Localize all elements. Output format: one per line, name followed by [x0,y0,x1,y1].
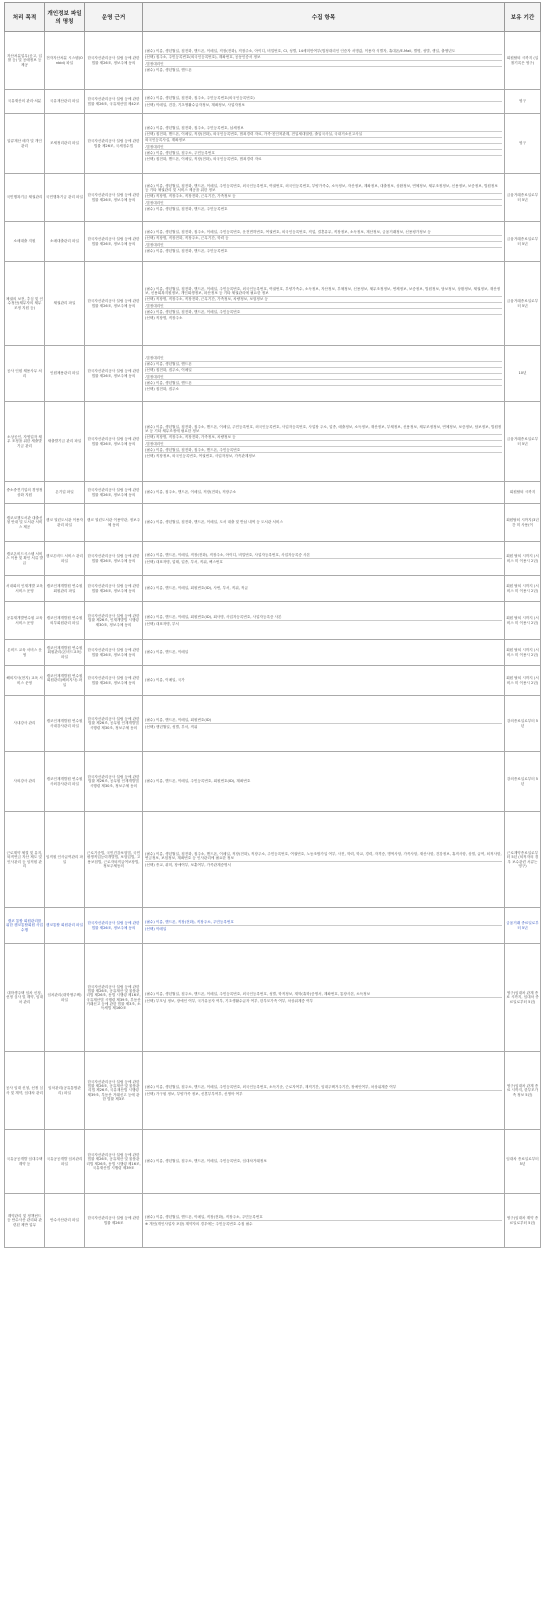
retention-cell: 10년 [505,346,541,402]
purpose-cell: 온비드 교육 서비스 운영 [5,640,45,666]
basis-cell: 캠코 열린도서관 이용약관, 정보주체 동의 [85,504,143,542]
items-line: (필수) 이름, 핸드폰, 이메일, 주민등록번호, 회원번호(ID), 계좌번호 [145,779,251,784]
purpose-cell: 사외강사 관리 [5,752,45,812]
basis-cell: 한국자산관리공사 설립 등에 관한 법률 제26조, 정보주체 동의 [85,576,143,602]
purpose-cell: 캠코코챔도서관 대출신청 안내 및 도서관 서비스 제공 [5,504,45,542]
items-cell [143,222,505,262]
purpose-cell: 근로계약 체결 및 유지, 퇴직연금 자산 제도 및 인사관리 등 임직원 관리 [5,812,45,908]
purpose-cell: 캠코 통합 회원관리를 위한 캠코통합회원 사업 수행 [5,908,45,944]
basis-cell: 한국자산관리공사 설립 등에 관한 법률 제26조, 정보주체 동의 [85,666,143,696]
table-row [5,262,541,346]
items-cell [143,482,505,504]
items-cell [143,602,505,640]
file-name-cell: 국유재산관리 파일 [45,90,85,114]
retention-cell: 회원 탈퇴 시까지 (서비스 미 이용시 2년) [505,576,541,602]
table-row [5,90,541,114]
table-row [5,482,541,504]
items-cell [143,504,505,542]
items-line: (필수) 이름, 생년월일, 집전화, 핸드폰, 주민등록번호 [145,247,502,253]
file-name-cell: 소매대출관리 파일 [45,222,85,262]
items-cell [143,666,505,696]
basis-cell: 한국자산관리공사 설립 등에 관한 법률 제26조, 정보주체 동의 [85,32,143,90]
items-line: (필수) 이름, 핸드폰, 이메일, 회원번호(ID) [145,718,212,723]
basis-cell: 한국자산관리공사 설립 등에 관한 법률 제26조, 공유재산 및 물품관리법 제26조, 동법 시행령 제16조, 국유재산법 시행령 제39조 [85,1130,143,1194]
retention-cell: 영구(임대차 관계 종료 시까지, 임대차 종료일로부터 5년) [505,944,541,1052]
items-line: (선택) 직장명, 직장주소, 직장전화, 근무기간, 가족정보, 차량정보, 보험정보 등 [145,296,502,302]
items-line: (필수) 이름, 생년월일, 집전화, 핸드폰, 이메일, 주민등록번호, 외국인등록번호, 여권번호, 부양가족수, 소득정보, 자산정보, 부채정보, 신용정보, 채무조정정보, 연체정보, 보증정보, 법원정보, 담보정보, 상환정보, 채권정보, 재산정보, 신용회복지원정보, 개인회생정보, 파산정보 등 기타 채권관리에 필요한 정보 [145,286,501,296]
retention-cell: 금융거래종료일로부터 5년 [505,174,541,222]
basis-cell: 한국자산관리공사 설립 등에 관한 법률 제26조, 정보주체 동의 [85,908,143,944]
file-name-cell: 캠코인재개발원 연수원 외부회원관리 파일 [45,602,85,640]
purpose-cell: 국유공공개발 임대주택 계약 등 [5,1130,45,1194]
file-name-cell: 캠코인재개발원 연수원 회원관리 파일 [45,576,85,602]
purpose-cell: 대학생주택 임차 신청, 선정 심사 및 계약, 임대차 관리 [5,944,45,1052]
basis-cell: 한국자산관리공사 설립 등에 관한 법률 제26조, 정보주체 동의 [85,222,143,262]
file-name-cell: 캠코통합 회원관리 파일 [45,908,85,944]
basis-cell: 한국자산관리공사 설립 등에 관한 법률 제26조, 정보주체 동의 [85,542,143,576]
purpose-cell: 캠코온비드시스템 서비스 이용 및 확인 서류 발급 [5,542,45,576]
basis-cell: 한국자산관리공사 설립 등에 관한 법률 제26조, 정보주체 동의 [85,402,143,482]
header-file-name: 개인정보 파일의 명칭 [45,3,85,32]
items-cell [143,90,505,114]
file-name-cell: 조세정리관리 파일 [45,114,85,174]
retention-cell: 회원탈퇴 시까지 [505,482,541,504]
items-cell [143,944,505,1052]
privacy-file-table [4,2,541,1248]
header-retention: 보유 기간 [505,3,541,32]
items-cell [143,576,505,602]
items-line: (선택) 가구원 정보, 부양가족 정보, 신혼부부여부, 신생아 여부 [145,1090,502,1096]
table-row [5,32,541,90]
items-line: (필수) 이름, 생년월일, 집주소, 핸드폰, 이메일, 주민등록번호, 임대차거래정보 [145,1159,267,1164]
items-line: (필수) 이름, 생년월일, 핸드폰, 이메일, 직장(전화), 직장주소, 주민등록번호 [145,1215,263,1220]
table-row [5,222,541,262]
items-cell [143,346,505,402]
table-row [5,114,541,174]
table-row [5,1052,541,1130]
file-name-cell: 캠코온비드 서비스 관리 파일 [45,542,85,576]
items-line: (선택) 집전화, 집주소 [145,385,502,391]
items-line: -법정대리인 [145,143,502,149]
purpose-cell: 국유재산의 관리·처분 [5,90,45,114]
purpose-cell: 공사 인원 채용사무 처리 [5,346,45,402]
items-line: (필수) 이름, 생년월일, 집전화, 핸드폰, 이메일, 주민등록번호 [145,308,502,314]
items-line: (필수) 이름, 핸드폰, 이메일, 회원번호(ID), 회사명, 사업자등록번호, 사업자등록증 사본 [145,615,282,620]
basis-cell: 한국자산관리공사 설립 등에 관한 법률 제26조, 인재개발법 시행령 제30조, 정보주체 동의 [85,602,143,640]
items-line: ※ 개인(개인사업자 포함) 계약자의 경우에는 주민등록번호 수집 필수 [145,1220,502,1226]
items-line: (필수) 이름, 생년월일, 집전화, 집주소, 이메일, 주민등록번호, 운전면허번호, 여권번호, 외국인등록번호, 직업, 결혼유무, 직장정보, 소득정보, 재산정보, 금융거래정보, 신용평가정보 등 [145,230,431,235]
header-basis: 운영 근거 [85,3,143,32]
table-row [5,402,541,482]
table-body [5,32,541,1248]
items-line: (필수) 이름, 생년월일, 집전화, 집주소, 주민등록번호, 납세정보 [145,125,244,130]
file-name-cell: 캠코 열린도서관 이용자관리 파일 [45,504,85,542]
file-name-cell: 임직원 인사급여관리 파일 [45,812,85,908]
items-line: (선택) 직장명, 직장주소, 직장전화, 가족정보, 차량정보 등 [145,434,502,440]
retention-cell: 금융거래종료일로부터 5년 [505,262,541,346]
items-cell [143,1052,505,1130]
file-name-cell: 캠코인재개발원 연수원 회원관리(온비드교육) 파일 [45,640,85,666]
purpose-cell: 국민행복기금 채권관리 [5,174,45,222]
basis-cell: 한국자산관리공사 설립 등에 관한 법률 제26조, 정보주체 동의 [85,482,143,504]
items-line: (필수) 이름, 생년월일, 집전화, 핸드폰, 이메일, 직장(전화), 직장주소, 아이디, 비밀번호, CI, 성별, 14세미만여부(법정대리인 인증자 서명값, 이용자 식별자, 휴대폰/E-Mail, 별명, 성별, 생일, 출생년도 [145,49,456,54]
purpose-cell: 자산처분업무(공고, 입찰 등) 및 공매정보 등 제공 [5,32,45,90]
retention-cell: 회원 탈퇴 시까지 (서비스 미 이용시 2년) [505,602,541,640]
basis-cell: 한국자산관리공사 설립 등에 관한 법률 제26조, 공무원 인재개발법 시행령 제30조, 정보주체 동의 [85,696,143,752]
purpose-cell: 소매대출 지원 [5,222,45,262]
basis-cell: 한국자산관리공사 설립 등에 관한 법률 제26조, 국유재산법 제42조 [85,90,143,114]
items-line: (필수) 이름, 생년월일, 핸드폰 [145,379,502,385]
items-line: -법정대리인 [145,440,502,446]
retention-cell: 회원 탈퇴 시까지 (서비스 미 이용시 2년) [505,640,541,666]
table-row [5,944,541,1052]
file-name-cell: 임차관리(공유통합관리) 파일 [45,1052,85,1130]
file-name-cell: 새출발기금 관리 파일 [45,402,85,482]
retention-cell: 영구(임대차 관계 종료 시까지, 한부모가족 정보 5년) [505,1052,541,1130]
purpose-cell: 압류재산 매각 및 개인 관리 [5,114,45,174]
items-line: -법정대리인 [145,355,164,360]
basis-cell: 근로기준법, 국민건강보험법, 국민평생직업능력개발법, 보험업법, 고용보험법, 근로자퇴직급여보장법, 정보주체동의 [85,812,143,908]
table-row [5,576,541,602]
items-cell [143,114,505,174]
basis-cell: 한국자산관리공사 설립 등에 관한 법률 제26조, 정보주체 동의 [85,174,143,222]
items-cell [143,1130,505,1194]
items-line: (필수) 이름, 생년월일, 집전화, 핸드폰, 주민등록번호 [145,205,502,211]
items-cell [143,542,505,576]
file-name-cell: 캠코인재개발원 연수원 회원관리(해외지사) 파일 [45,666,85,696]
purpose-cell: 공유재개발연수원 교육서비스 운영 [5,602,45,640]
file-name-cell: 안수사산관리 파일 [45,1194,85,1248]
items-line: (선택) 생년월일, 성별, 부서, 직위 [145,723,502,729]
items-line: (선택) 집주소, 주민등록번호(외국인등록번호), 계좌번호, 공동인증서 정보 [145,54,502,60]
file-name-cell: 캠코인재개발원 연수원 사내강사관리 파일 [45,696,85,752]
items-line: (선택) 집전화, 집주소, 이메일 [145,367,502,373]
items-line: (필수) 이름, 생년월일, 집전화, 핸드폰, 이메일, 도서 대출 및 반납 내역 등 도서관 서비스 [145,520,283,525]
items-line: (필수) 이름, 핸드폰, 직장(전화), 직장주소, 주민등록번호 [145,920,234,925]
purpose-cell: 중소중견기업의 경영정상화 지원 [5,482,45,504]
items-line: -법정대리인 [145,241,502,247]
table-row [5,504,541,542]
items-line: (필수) 이름, 핸드폰, 이메일 [145,650,189,655]
purpose-cell: 계약관리 및 정책펀드 등 안수사산 관리와 관련된 제반 업무 [5,1194,45,1248]
items-line: (필수) 이름, 생년월일, 집전화, 집주소, 핸드폰, 이메일, 주민등록번호, 외국인등록번호, 사업자등록번호, 사업장 주소, 업종, 매출정보, 소득정보, 재산정보, 부채정보, 신용정보, 채무조정정보, 연체정보, 보증정보, 담보정보, 법원정보 등 기타 채무조정에 필요한 정보 [145,424,502,434]
retention-cell: 영구 [505,90,541,114]
items-line: (필수) 이름, 생년월일, 핸드폰 [145,361,502,367]
purpose-cell: 채권의 보전, 추심 및 인수정산(채무자의 채무조정 지원 등) [5,262,45,346]
table-row [5,1194,541,1248]
items-line: (선택) 집전화, 핸드폰, 이메일, 직장(전화), 외국인등록번호, 범죄경력 자료 [145,155,502,161]
items-cell [143,262,505,346]
file-name-cell: 인원채용관리 파일 [45,346,85,402]
retention-cell: 금융거래종료일로부터 5년 [505,402,541,482]
basis-cell: 한국자산관리공사 설립 등에 관한 법률 제26조, 정보주체 동의 [85,346,143,402]
items-line: (필수) 이름, 핸드폰, 이메일, 회원번호(ID), 사번, 부서, 직위, 직급 [145,586,248,591]
table-row [5,602,541,640]
retention-cell: 근로계약종료일로부터 5년 (퇴직자의 경우 보수관련 서류는 영구) [505,812,541,908]
basis-cell: 한국자산관리공사 설립 등에 관한 법률 제26조, 공유재산 및 물품관리법 제26조, 동법 시행령 제16조, 국유재산법 시행령 제39조, 부동산 거래신고 등에 관한 법률 제3조, 소득세법 제160조 [85,944,143,1052]
retention-cell: 강의종료일로부터 5년 [505,752,541,812]
file-name-cell: 국민행복기금 관리 파일 [45,174,85,222]
retention-cell: 영구 [505,114,541,174]
items-cell [143,402,505,482]
items-line: (필수) 이름, 생년월일, 집전화, 집주소, 주민등록번호(외국인등록번호) [145,96,255,101]
items-cell [143,640,505,666]
purpose-cell: 해외지사(현지) 교육 서비스 운영 [5,666,45,696]
items-line: (선택) 대표자명, 부서 [145,620,502,626]
file-name-cell: 국유공공개발 임차관리 파일 [45,1130,85,1194]
items-cell [143,174,505,222]
items-line: (선택) 직장명, 직장전화, 직장주소, 근무기간, 학력 등 [145,235,502,241]
table-row [5,1130,541,1194]
items-line: (선택) 직장명, 직장주소 [145,314,502,320]
table-row [5,346,541,402]
items-cell [143,812,505,908]
items-line: (선택) 직장정보, 외국인등록번호, 여권번호, 사업자정보, 가족관계정보 [145,452,502,458]
items-line: (필수) 이름, 생년월일, 집주소, 핸드폰, 이메일, 주민등록번호, 외국인등록번호, 성별, 학적정보, 재학(휴학)증명서, 계좌번호, 통장사본, 소득정보 [145,992,371,997]
table-row [5,696,541,752]
items-line: (필수) 이름, 생년월일, 집주소, 주민등록번호 [145,149,502,155]
header-items: 수집 항목 [143,3,505,32]
retention-cell: 금융거래종료일로부터 5년 [505,222,541,262]
purpose-cell: 사내강사 관리 [5,696,45,752]
basis-cell: 한국자산관리공사 설립 등에 관한 법률 제26조, 정보주체 동의 [85,262,143,346]
items-line: (선택) 종교, 취미, 장애여부, 보훈여부, 가족관계증명서 [145,861,502,867]
file-name-cell: 채권관리 파일 [45,262,85,346]
items-line: (선택) 직장명, 직장주소, 직장전화, 근무기간, 가족정보 등 [145,193,502,199]
items-line: (선택) 이메일 [145,925,502,931]
retention-cell: 강의종료일로부터 5년 [505,696,541,752]
items-cell [143,1194,505,1248]
retention-cell: 회원탈퇴 시까지 (입찰기록은 영구) [505,32,541,90]
items-line: (필수) 이름, 생년월일, 집전화, 집주소, 핸드폰, 이메일, 직장(전화), 직장주소, 주민등록번호, 여권번호, 노동조합가입 여부, 사진, 학력, 학교, 경력, 자격증, 병역사항, 가족사항, 재산사항, 건강정보, 휴직사항, 상벌, 급여, 퇴직사항, 연금정보, 보험정보, 계좌번호 등 인사관리에 필요한 정보 [145,852,502,861]
items-line: (필수) 이름, 이메일, 국가 [145,678,185,683]
retention-cell: 회원탈퇴 시까지(3년 간 미 사용(이 [505,504,541,542]
purpose-cell: 공사 임대 신청, 선정 심사 및 계약, 임대차 관리 [5,1052,45,1130]
items-line: (선택) 집전화, 핸드폰, 이메일, 직장(전화), 외국인등록번호, 범죄경력 자료, 가족·친인척관계, 전입세대열람, 출입국사실, 국내거소신고사실 [145,131,502,137]
items-cell [143,752,505,812]
items-line: -법정대리인 [145,302,502,308]
retention-cell: 회원 탈퇴 시까지 (서비스 미 이용시 2년) [505,666,541,696]
table-row [5,542,541,576]
purpose-cell: 서내회의 인재개발 교육 서비스 운영 [5,576,45,602]
items-line: (선택) 부모님 정보, 장애인 여부, 국가유공자 여부, 기초생활수급자 여부, 한부모가족 여부, 차상위계층 여부 [145,997,502,1003]
retention-cell: 회원 탈퇴 시까지 (서비스 미 이용시 2년) [505,542,541,576]
table-row [5,666,541,696]
table-row [5,752,541,812]
items-line: (선택) 이메일, 건강, 기초생활수급자정보, 계좌정보, 사업자정보 [145,101,502,107]
table-row [5,640,541,666]
items-line: (필수) 이름, 생년월일, 집전화, 핸드폰, 이메일, 주민등록번호, 외국인등록번호, 여권번호, 외국인등록번호, 부양가족수, 소득정보, 자산정보, 계좌정보, 대출정보, 상환정보, 연체정보, 채무조정정보, 신용정보, 보증정보, 법원정보 등 기타 채권관리 및 서비스 제공을 위한 정보 [145,183,498,193]
file-name-cell: 온기업 파일 [45,482,85,504]
items-line: (필수) 이름, 생년월일, 집전화, 집주소, 핸드폰, 주민등록번호 [145,446,502,452]
file-name-cell: 임차관리(대학생주택) 파일 [45,944,85,1052]
items-line: 외국인등록사실, 계좌정보 [145,137,502,143]
retention-cell: 금융거래 종료일로부터 5년 [505,908,541,944]
basis-cell: 한국자산관리공사 설립 등에 관한 법률 제26조, 국세징수법 [85,114,143,174]
table-row [5,812,541,908]
purpose-cell: 소상공인, 자영업자 채무 조정을 위한 새출발기금 관리 [5,402,45,482]
basis-cell: 한국자산관리공사 설립 등에 관한 법률 제26조, 공유재산 및 물품관리법 제26조, 국유재산법 시행령 제39조, 부동산 거래신고 등에 관한 법률 제3조 [85,1052,143,1130]
basis-cell: 한국자산관리공사 설립 등에 관한 법률 제26조, 정보주체 동의 [85,640,143,666]
retention-cell: 영구(임대차 계약 종료일로부터 5년) [505,1194,541,1248]
items-line: (필수) 이름, 생년월일, 집주소, 핸드폰, 이메일, 주민등록번호, 외국인등록번호, 소득기준, 근로자여부, 재직기간, 임대주택거주기간, 장애인여부, 차상위계층 여부 [145,1085,397,1090]
items-cell [143,908,505,944]
items-line: -법정대리인 [145,60,502,66]
file-name-cell: 캠코인재개발원 연수원 사외강사관리 파일 [45,752,85,812]
table-row [5,908,541,944]
items-line: (필수) 이름, 핸드폰, 이메일, 직장(전화), 직장주소, 아이디, 비밀번호, 사업자등록번호, 사업자등록증 사본 [145,553,311,558]
retention-cell: 임대차 종료일로부터 5년 [505,1130,541,1194]
basis-cell: 한국자산관리공사 설립 등에 관한 법률 제26조, 공무원 인재개발법 시행령 제30조, 정보주체 동의 [85,752,143,812]
table-row [5,174,541,222]
items-line: -법정대리인 [145,199,502,205]
items-line: -법정대리인 [145,373,502,379]
items-line: (필수) 이름, 생년월일, 핸드폰 [145,66,502,72]
file-name-cell: 전자자산처분 시스템(Onbid) 파일 [45,32,85,90]
items-line: (필수) 이름, 집주소, 핸드폰, 이메일, 직장(전화), 직장주소 [145,490,237,495]
items-cell [143,32,505,90]
basis-cell: 한국자산관리공사 설립 등에 관한 법률 제26조 [85,1194,143,1248]
items-cell [143,696,505,752]
table-header-row [5,3,541,32]
header-purpose: 처리 목적 [5,3,45,32]
items-line: (선택) 대표자명, 업태, 업종, 부서, 직위, 팩스번호 [145,558,502,564]
